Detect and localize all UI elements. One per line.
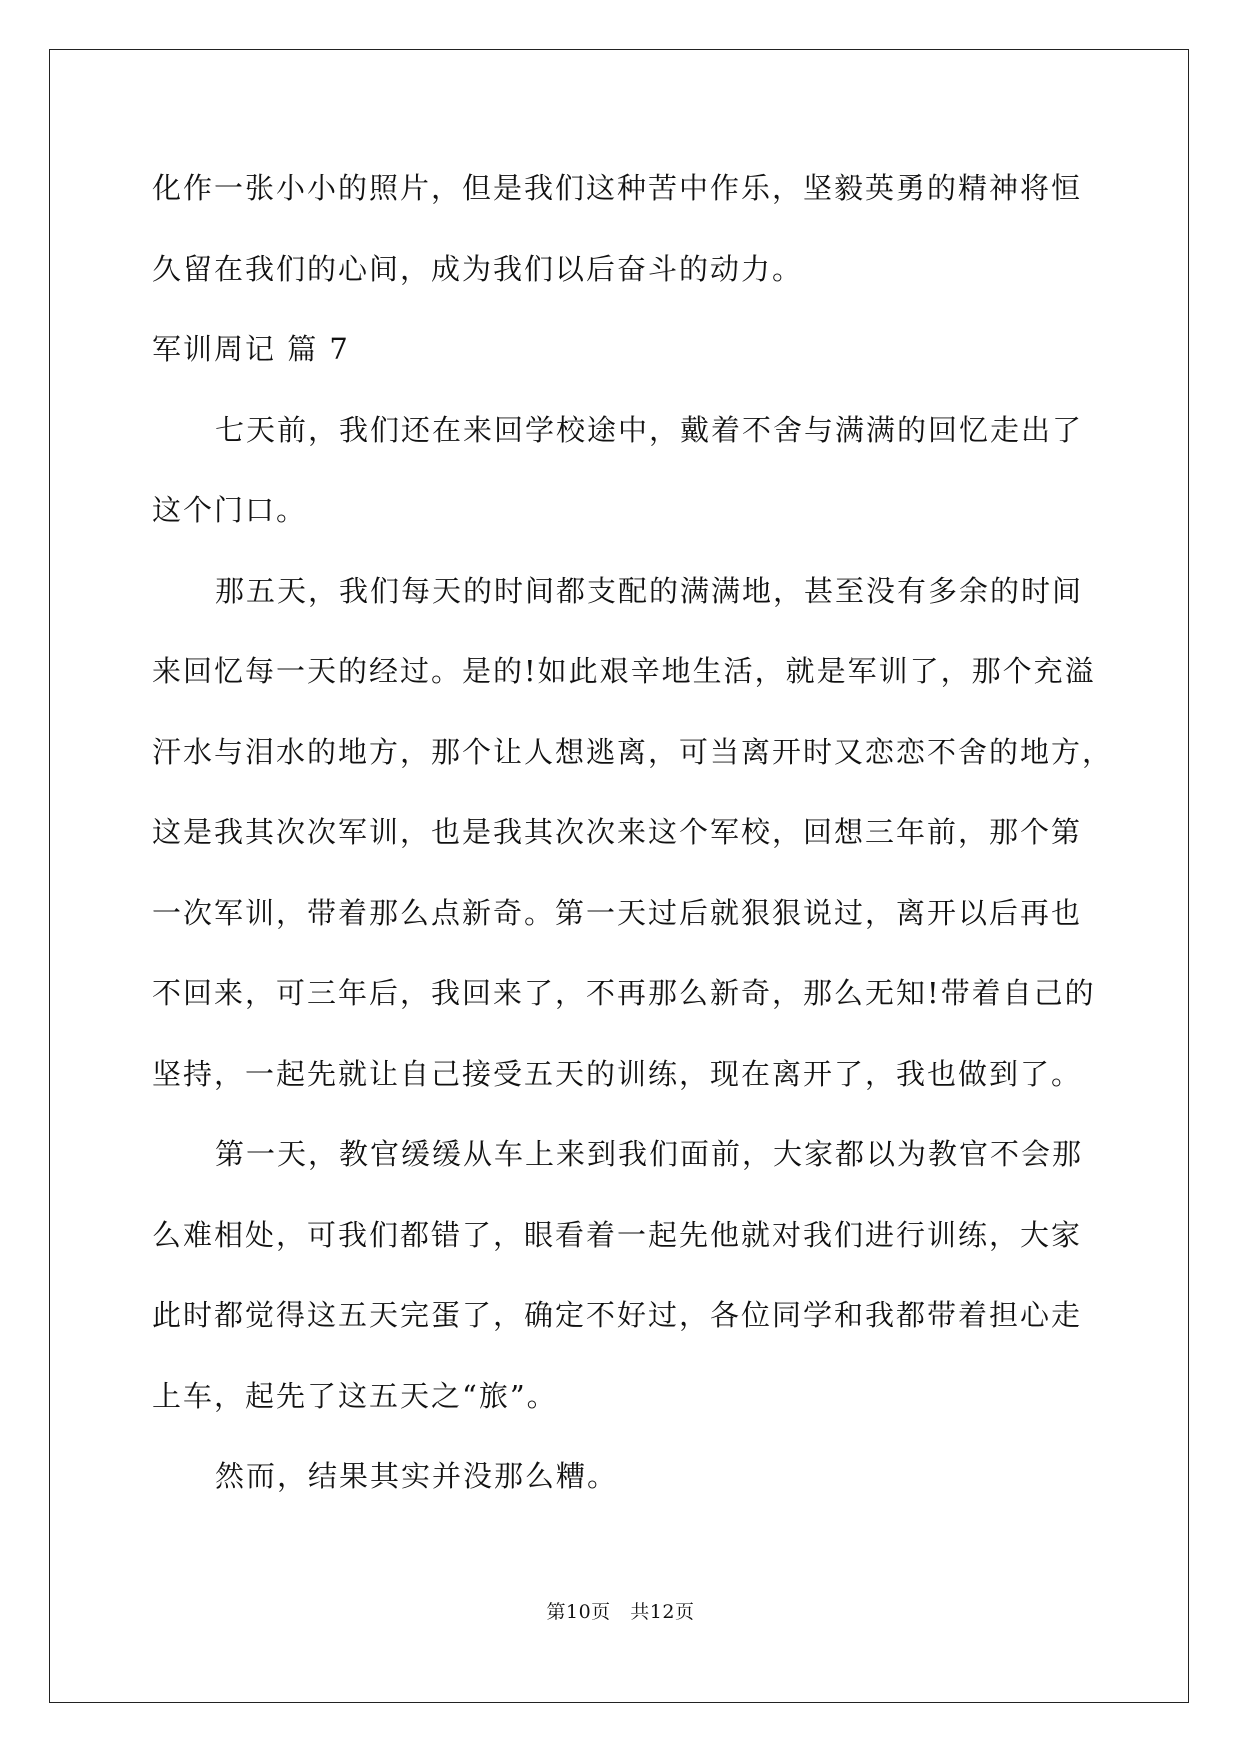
paragraph-first-line: 那五天，我们每天的时间都支配的满满地，甚至没有多余的时间: [215, 573, 1084, 608]
text-line: 不回来，可三年后，我回来了，不再那么新奇，那么无知!带着自己的: [152, 976, 1096, 1010]
text-line: 么难相处，可我们都错了，眼看着一起先他就对我们进行训练，大家: [152, 1217, 1083, 1252]
text-line: 这是我其次次军训，也是我其次次来这个军校，回想三年前，那个第: [152, 815, 1083, 849]
section-heading: 军训周记 篇 7: [152, 332, 350, 366]
text-line: 化作一张小小的照片，但是我们这种苦中作乐，坚毅英勇的精神将恒: [152, 171, 1083, 205]
text-line: 这个门口。: [152, 493, 308, 527]
text-line: 汗水与泪水的地方，那个让人想逃离，可当离开时又恋恋不舍的地方，: [152, 734, 1114, 769]
text-line: 一次军训，带着那么点新奇。第一天过后就狠狠说过，离开以后再也: [152, 895, 1083, 930]
text-line: 坚持，一起先就让自己接受五天的训练，现在离开了，我也做到了。: [152, 1056, 1083, 1091]
document-body: [152, 148, 1114, 1517]
paragraph-first-line: 然而，结果其实并没那么糟。: [215, 1459, 619, 1493]
text-line: 上车，起先了这五天之“旅”。: [152, 1378, 558, 1413]
paragraph-first-line: 第一天，教官缓缓从车上来到我们面前，大家都以为教官不会那: [215, 1137, 1084, 1171]
text-line: 来回忆每一天的经过。是的!如此艰辛地生活，就是军训了，那个充溢: [152, 654, 1096, 688]
page-number-footer: 第10页 共12页: [546, 1601, 695, 1623]
paragraph-first-line: 七天前，我们还在来回学校途中，戴着不舍与满满的回忆走出了: [215, 412, 1084, 447]
text-line: 久留在我们的心间，成为我们以后奋斗的动力。: [152, 251, 804, 286]
text-line: 此时都觉得这五天完蛋了，确定不好过，各位同学和我都带着担心走: [152, 1298, 1083, 1332]
